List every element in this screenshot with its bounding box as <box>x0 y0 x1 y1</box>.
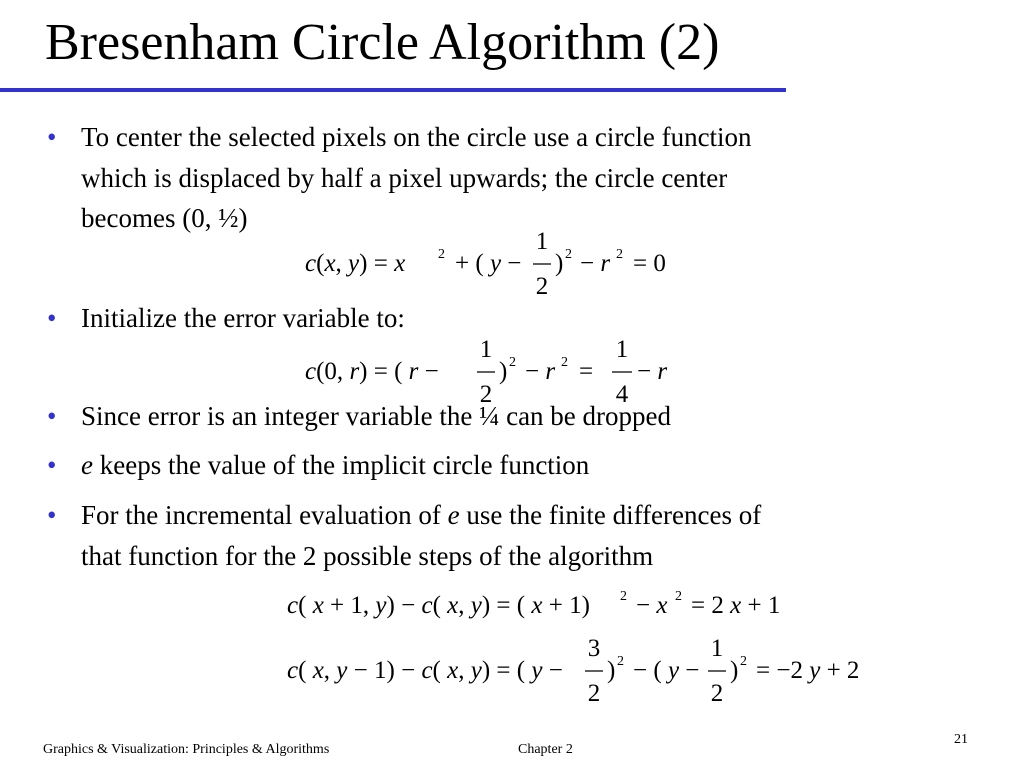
svg-text:2: 2 <box>509 355 516 370</box>
bullet-1-line-2: which is displaced by half a pixel upwards; the circle center <box>81 162 728 193</box>
svg-text:2: 2 <box>561 355 568 370</box>
svg-text:1: 1 <box>615 336 629 363</box>
svg-text:= 0: = 0 <box>633 250 666 277</box>
svg-text:2: 2 <box>620 589 627 604</box>
svg-text:c( x + 1, y) − c( x, y) = ( x: c( x + 1, y) − c( x, y) = ( x + 1) <box>287 592 590 619</box>
svg-text:2: 2 <box>710 680 724 707</box>
bullet-1-text <box>81 117 981 239</box>
bullet-5-emph: e <box>447 500 460 530</box>
bullet-3-line-1: Since error is an integer variable the ¼ can be dropped <box>81 401 672 431</box>
bullet-marker: • <box>47 122 57 152</box>
svg-text:1: 1 <box>479 336 493 363</box>
svg-text:− r: − r <box>637 358 668 385</box>
bullet-1-line-3: becomes (0, ½) <box>81 203 248 233</box>
equation-circle-function <box>305 226 705 305</box>
bullet-1-line-1: To center the selected pixels on the circle use a circle function <box>81 122 752 152</box>
svg-text:): ) <box>499 358 508 385</box>
bullet-2-text <box>81 298 981 339</box>
svg-text:4: 4 <box>615 381 629 408</box>
svg-text:− r: − r <box>580 250 611 277</box>
bullet-4-text <box>81 445 981 486</box>
bullet-marker: • <box>47 401 57 431</box>
svg-text:2: 2 <box>587 680 601 707</box>
bullet-marker: • <box>47 500 57 530</box>
page-number: 21 <box>954 732 968 747</box>
svg-text:1: 1 <box>535 228 549 255</box>
slide-title: Bresenham Circle Algorithm (2) <box>45 14 720 71</box>
equation-step-y <box>287 633 887 712</box>
svg-text:c( x, y − 1) − c( x, y) = ( y: c( x, y − 1) − c( x, y) = ( y − <box>287 657 563 684</box>
bullet-5-line-2: that function for the 2 possible steps of the algorithm <box>81 540 654 571</box>
svg-text:2: 2 <box>438 247 445 262</box>
svg-text:): ) <box>555 250 564 277</box>
svg-text:− x: − x <box>636 592 668 619</box>
bullet-5-text <box>81 495 981 576</box>
bullet-3-text <box>81 396 981 437</box>
bullet-marker: • <box>47 450 57 480</box>
svg-text:=: = <box>579 358 594 385</box>
svg-text:= 2 x + 1: = 2 x + 1 <box>691 592 781 619</box>
svg-text:2: 2 <box>617 654 624 669</box>
svg-text:3: 3 <box>587 635 601 662</box>
svg-text:1: 1 <box>710 635 724 662</box>
bullet-5-post: use the finite differences of <box>459 500 762 530</box>
svg-text:2: 2 <box>565 247 572 262</box>
svg-text:c(x, y) = x: c(x, y) = x <box>305 250 406 277</box>
bullet-4-rest: keeps the value of the implicit circle function <box>92 450 590 480</box>
svg-text:+ ( y −: + ( y − <box>455 250 522 277</box>
bullet-4-emph: e <box>81 450 93 480</box>
bullet-marker: • <box>47 303 57 333</box>
bullet-5-pre: For the incremental evaluation of <box>81 500 448 530</box>
footer-chapter: Chapter 2 <box>518 742 573 757</box>
svg-text:= −2 y + 2: = −2 y + 2 <box>756 657 860 684</box>
svg-text:− r: − r <box>525 358 556 385</box>
bullet-2-line-1: Initialize the error variable to: <box>81 303 405 333</box>
svg-text:c(0, r) = ( r −: c(0, r) = ( r − <box>305 358 439 385</box>
svg-text:2: 2 <box>616 247 623 262</box>
title-underline <box>0 88 786 92</box>
svg-text:): ) <box>730 657 739 684</box>
svg-text:− ( y −: − ( y − <box>633 657 700 684</box>
footer-course-title: Graphics & Visualization: Principles & Algorithms <box>43 742 330 757</box>
svg-text:2: 2 <box>740 654 747 669</box>
svg-text:): ) <box>607 657 616 684</box>
equation-step-x <box>287 583 787 628</box>
svg-text:2: 2 <box>535 273 549 300</box>
svg-text:2: 2 <box>479 381 493 408</box>
svg-text:2: 2 <box>675 589 682 604</box>
